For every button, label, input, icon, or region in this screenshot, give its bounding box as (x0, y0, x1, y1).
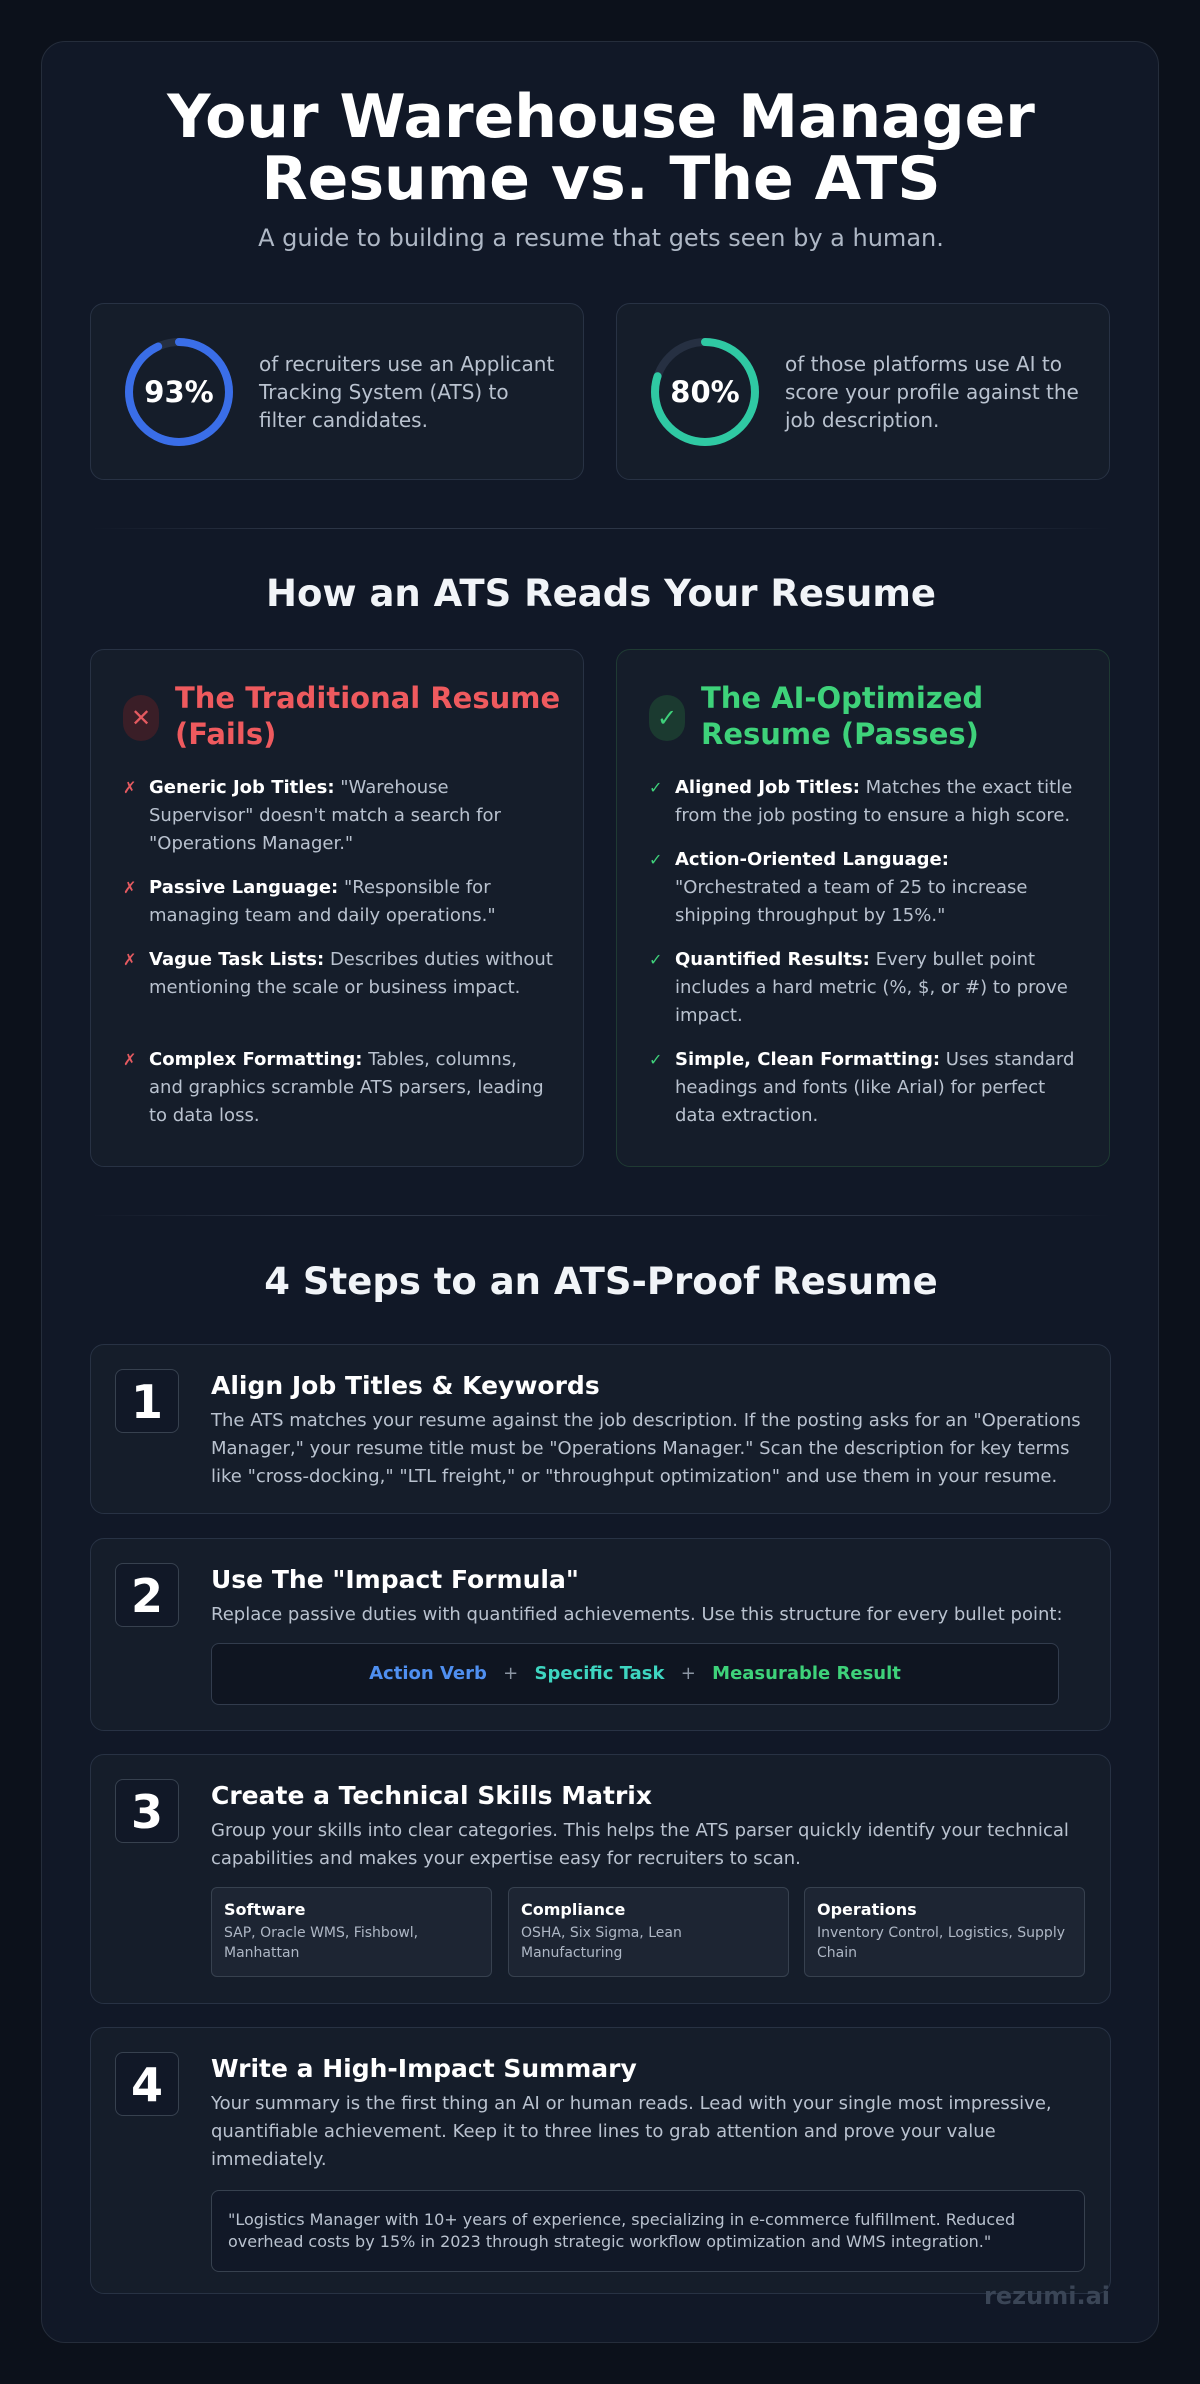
infographic-card (41, 41, 1159, 2343)
step-title: Write a High-Impact Summary (211, 2054, 637, 2083)
ats-section-title: How an ATS Reads Your Resume (266, 572, 936, 615)
steps-section-title: 4 Steps to an ATS-Proof Resume (264, 1260, 938, 1303)
cross-mark-icon: ✗ (123, 950, 137, 969)
list-item (649, 1046, 1079, 1130)
step-title: Create a Technical Skills Matrix (211, 1781, 652, 1810)
list-item (649, 774, 1079, 846)
stat-description: of those platforms use AI to score your profile against the job description. (785, 352, 1079, 432)
step-number: 4 (115, 2052, 179, 2116)
stat-value: 93% (144, 375, 214, 409)
stat-card-ai-platforms (616, 303, 1110, 480)
item-text: Every bullet point includes a hard metric (%, $, or #) to prove impact. (675, 949, 1068, 1026)
traditional-list (123, 774, 553, 1130)
traditional-resume-card (90, 649, 584, 1167)
skill-category-software (211, 1887, 492, 1977)
step-text: Group your skills into clear categories. This helps the ATS parser quickly identify your technical capabilities and makes your expertise easy for recruiters to scan. (211, 1820, 1069, 1869)
formula-plus: + (503, 1663, 519, 1684)
impact-formula (211, 1643, 1059, 1705)
item-text: Matches the exact title from the job posting to ensure a high score. (675, 777, 1073, 826)
item-text: Uses standard headings and fonts (like Arial) for perfect data extraction. (675, 1049, 1075, 1126)
item-text: "Orchestrated a team of 25 to increase shipping throughput by 15%." (675, 877, 1028, 926)
skill-category-list: Inventory Control, Logistics, Supply Chain (817, 1925, 1065, 1961)
list-item (649, 946, 1079, 1046)
check-mark-icon: ✓ (649, 1050, 663, 1069)
section-divider (92, 528, 1110, 529)
brand-watermark: rezumi.ai (984, 2282, 1110, 2310)
skill-category-list: SAP, Oracle WMS, Fishbowl, Manhattan (224, 1925, 419, 1961)
ai-optimized-resume-title: The AI-Optimized Resume (Passes) (701, 681, 984, 751)
step-number: 1 (115, 1369, 179, 1433)
formula-measurable-result: Measurable Result (712, 1663, 901, 1684)
item-text: "Responsible for managing team and daily operations." (149, 877, 496, 926)
section-divider (92, 1215, 1110, 1216)
skill-category-name: Compliance (521, 1900, 626, 1919)
item-label: Generic Job Titles: (149, 777, 335, 798)
skill-category-name: Operations (817, 1900, 917, 1919)
cross-mark-icon: ✗ (123, 778, 137, 797)
stat-card-recruiters (90, 303, 584, 480)
check-mark-icon: ✓ (649, 778, 663, 797)
item-label: Aligned Job Titles: (675, 777, 860, 798)
summary-example-quote: "Logistics Manager with 10+ years of experience, specializing in e-commerce fulfillment. Reduced overhead costs by 15% in 2023 through strategic workflow optimization and WMS integration." (211, 2190, 1085, 2272)
item-label: Complex Formatting: (149, 1049, 363, 1070)
formula-action-verb: Action Verb (369, 1663, 487, 1684)
step-number: 2 (115, 1563, 179, 1627)
optimized-list (649, 774, 1079, 1130)
check-icon: ✓ (649, 695, 685, 741)
step-title: Use The "Impact Formula" (211, 1565, 579, 1594)
cross-mark-icon: ✗ (123, 878, 137, 897)
step-card-1 (90, 1344, 1111, 1514)
step-number: 3 (115, 1779, 179, 1843)
ai-optimized-resume-card (616, 649, 1110, 1167)
cross-mark-icon: ✗ (123, 1050, 137, 1069)
stat-description: of recruiters use an Applicant Tracking System (ATS) to filter candidates. (259, 352, 555, 432)
check-mark-icon: ✓ (649, 950, 663, 969)
stat-value: 80% (670, 375, 740, 409)
list-item (123, 774, 553, 874)
item-text: "Warehouse Supervisor" doesn't match a search for "Operations Manager." (149, 777, 501, 854)
x-icon: ✕ (123, 695, 159, 741)
list-item (123, 1046, 553, 1130)
item-label: Simple, Clean Formatting: (675, 1049, 941, 1070)
page-title-line-2: Resume vs. The ATS (261, 144, 941, 214)
page-title (42, 82, 1160, 214)
skill-category-compliance (508, 1887, 789, 1977)
page-title-line-1: Your Warehouse Manager (167, 82, 1035, 152)
formula-specific-task: Specific Task (534, 1663, 665, 1684)
skill-category-operations (804, 1887, 1085, 1977)
item-label: Action-Oriented Language: (675, 849, 949, 870)
skill-category-name: Software (224, 1900, 306, 1919)
step-card-2 (90, 1538, 1111, 1731)
formula-plus: + (680, 1663, 696, 1684)
item-label: Passive Language: (149, 877, 339, 898)
step-card-3 (90, 1754, 1111, 2004)
list-item (123, 874, 553, 946)
item-label: Vague Task Lists: (149, 949, 325, 970)
item-label: Quantified Results: (675, 949, 870, 970)
page-subtitle: A guide to building a resume that gets seen by a human. (258, 224, 944, 252)
step-title: Align Job Titles & Keywords (211, 1371, 600, 1400)
item-text: Describes duties without mentioning the scale or business impact. (149, 949, 553, 998)
list-item (123, 946, 553, 1046)
item-text: Tables, columns, and graphics scramble ATS parsers, leading to data loss. (149, 1049, 544, 1126)
step-text: The ATS matches your resume against the job description. If the posting asks for an "Operations Manager," your resume title must be "Operations Manager." Scan the description for key terms like "cross-docking," "LTL freight," or "throughput optimization" and use them in your resume. (211, 1410, 1081, 1487)
check-mark-icon: ✓ (649, 850, 663, 869)
step-text: Replace passive duties with quantified achievements. Use this structure for every bullet point: (211, 1604, 1063, 1625)
skill-category-list: OSHA, Six Sigma, Lean Manufacturing (521, 1925, 682, 1961)
list-item (649, 846, 1079, 946)
traditional-resume-title: The Traditional Resume (Fails) (175, 681, 561, 751)
step-text: Your summary is the first thing an AI or human reads. Lead with your single most impressive, quantifiable achievement. Keep it to three lines to grab attention and prove your value immediately. (211, 2093, 1052, 2170)
step-card-4 (90, 2027, 1111, 2294)
